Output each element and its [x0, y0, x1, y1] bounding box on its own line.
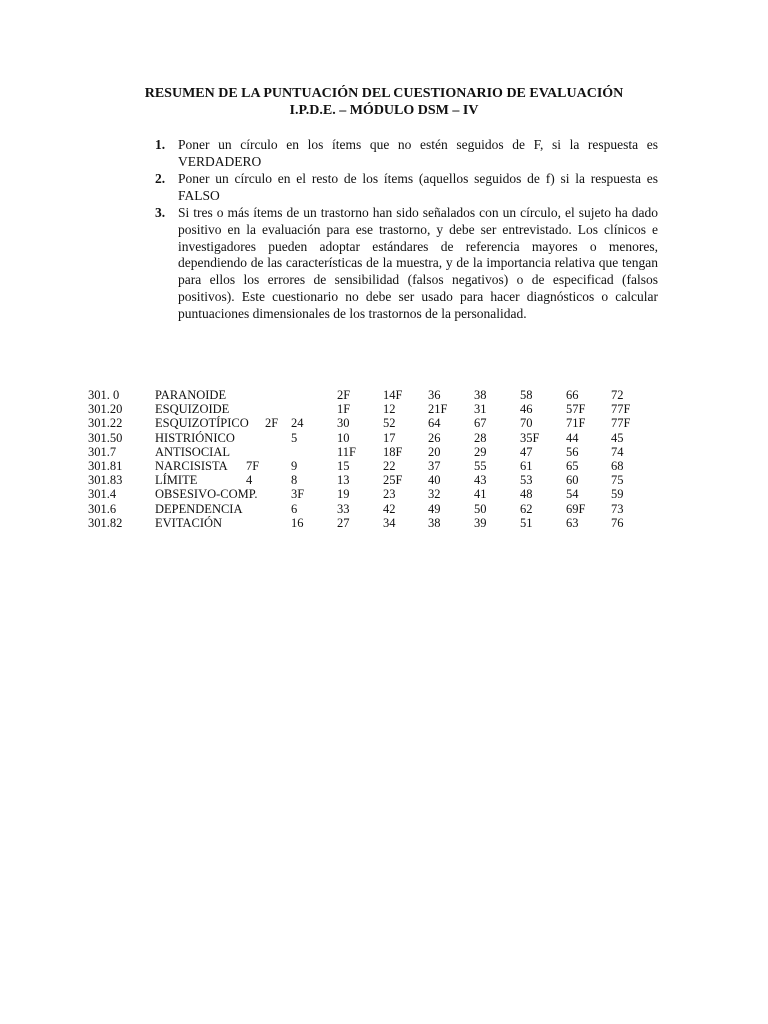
item-cell: 4: [246, 473, 253, 488]
item-cell: 50: [474, 501, 487, 516]
table-row: [0, 445, 768, 459]
item-cell: 14F: [383, 388, 403, 402]
item-cell: 29: [474, 444, 487, 459]
item-cell: 74: [611, 444, 624, 459]
item-cell: 61: [520, 458, 533, 473]
item-cell: 75: [611, 473, 624, 488]
item-cell: 69F: [566, 501, 586, 516]
table-row: [0, 388, 768, 402]
table-row: [0, 487, 768, 501]
row-code: 301.83: [88, 473, 123, 488]
item-cell: 54: [566, 487, 579, 502]
item-cell: 77F: [611, 402, 631, 417]
item-cell: 26: [428, 430, 441, 445]
item-cell: 42: [383, 501, 396, 516]
item-cell: 40: [428, 473, 441, 488]
disorder-name: DEPENDENCIA: [155, 501, 243, 516]
row-code: 301.50: [88, 430, 123, 445]
disorder-name: NARCISISTA: [155, 458, 228, 473]
item-cell: 36: [428, 388, 441, 402]
item-cell: 47: [520, 444, 533, 459]
disorder-name: ESQUIZOTÍPICO: [155, 416, 249, 431]
document-title-line2: I.P.D.E. – MÓDULO DSM – IV: [289, 103, 479, 118]
disorder-name: ESQUIZOIDE: [155, 402, 230, 417]
table-row: [0, 473, 768, 487]
item-cell: 52: [383, 416, 396, 431]
row-code: 301.4: [88, 487, 117, 502]
item-cell: 68: [611, 458, 624, 473]
item-cell: 49: [428, 501, 441, 516]
item-cell: 63: [566, 515, 579, 530]
table-row: [0, 431, 768, 445]
item-cell: 25F: [383, 473, 403, 488]
instruction-number: 3.: [155, 205, 166, 220]
disorder-name: PARANOIDE: [155, 388, 227, 402]
item-cell: 48: [520, 487, 533, 502]
item-cell: 9: [291, 458, 298, 473]
item-cell: 33: [337, 501, 350, 516]
document-title-line1: RESUMEN DE LA PUNTUACIÓN DEL CUESTIONARIO DE EVALUACIÓN: [144, 86, 624, 101]
item-cell: 7F: [246, 458, 260, 473]
instruction-text: Poner un círculo en los ítems que no estén seguidos de F, si la respuesta es VERDADERO: [178, 137, 658, 169]
row-code: 301.82: [88, 515, 123, 530]
item-cell: 43: [474, 473, 487, 488]
item-cell: 51: [520, 515, 533, 530]
item-cell: 46: [520, 402, 533, 417]
instruction-item: [155, 137, 658, 171]
table-row: [0, 459, 768, 473]
item-cell: 2F: [337, 388, 351, 402]
item-cell: 2F: [265, 416, 279, 431]
instruction-number: 2.: [155, 171, 166, 186]
row-code: 301. 0: [88, 388, 120, 402]
item-cell: 67: [474, 416, 487, 431]
item-cell: 60: [566, 473, 579, 488]
item-cell: 3F: [291, 487, 305, 502]
item-cell: 77F: [611, 416, 631, 431]
item-cell: 56: [566, 444, 579, 459]
score-table: [0, 388, 768, 530]
item-cell: 64: [428, 416, 441, 431]
item-cell: 44: [566, 430, 579, 445]
item-cell: 8: [291, 473, 298, 488]
disorder-name: OBSESIVO-COMP.: [155, 487, 258, 502]
row-code: 301.81: [88, 458, 123, 473]
item-cell: 16: [291, 515, 304, 530]
row-code: 301.7: [88, 444, 117, 459]
item-cell: 20: [428, 444, 441, 459]
item-cell: 22: [383, 458, 396, 473]
item-cell: 15: [337, 458, 350, 473]
item-cell: 35F: [520, 430, 540, 445]
instruction-text: Si tres o más ítems de un trastorno han sido señalados con un círculo, el sujeto ha dado positivo en la evaluación para ese trastorno, y debe ser entrevistado. Los clínicos e investigadores pueden adoptar estándares de referencia mayores o menores, dependiendo de las características de la muestra, y de la importancia relativa que tengan para ellos los errores de sensibilidad (falsos negativos) o de especificad (falsos positivos). Este cuestionario no debe ser usado para hacer diagnósticos o calcular puntuaciones dimensionales de los trastornos de la personalidad.: [178, 205, 658, 321]
item-cell: 23: [383, 487, 396, 502]
row-code: 301.6: [88, 501, 117, 516]
item-cell: 31: [474, 402, 487, 417]
item-cell: 58: [520, 388, 533, 402]
row-code: 301.22: [88, 416, 123, 431]
disorder-name: ANTISOCIAL: [155, 444, 230, 459]
item-cell: 76: [611, 515, 624, 530]
item-cell: 27: [337, 515, 350, 530]
item-cell: 65: [566, 458, 579, 473]
item-cell: 10: [337, 430, 350, 445]
item-cell: 45: [611, 430, 624, 445]
item-cell: 5: [291, 430, 298, 445]
item-cell: 19: [337, 487, 350, 502]
table-row: [0, 416, 768, 430]
item-cell: 72: [611, 388, 624, 402]
item-cell: 17: [383, 430, 396, 445]
item-cell: 34: [383, 515, 396, 530]
item-cell: 59: [611, 487, 624, 502]
item-cell: 37: [428, 458, 441, 473]
table-row: [0, 402, 768, 416]
item-cell: 11F: [337, 444, 356, 459]
item-cell: 32: [428, 487, 441, 502]
instruction-text: Poner un círculo en el resto de los ítems (aquellos seguidos de f) si la respuesta es FALSO: [178, 171, 658, 203]
item-cell: 71F: [566, 416, 586, 431]
item-cell: 1F: [337, 402, 351, 417]
item-cell: 24: [291, 416, 304, 431]
item-cell: 18F: [383, 444, 403, 459]
disorder-name: EVITACIÓN: [155, 515, 223, 530]
item-cell: 55: [474, 458, 487, 473]
item-cell: 62: [520, 501, 533, 516]
item-cell: 73: [611, 501, 624, 516]
item-cell: 57F: [566, 402, 586, 417]
item-cell: 39: [474, 515, 487, 530]
row-code: 301.20: [88, 402, 123, 417]
item-cell: 41: [474, 487, 487, 502]
item-cell: 70: [520, 416, 533, 431]
item-cell: 53: [520, 473, 533, 488]
table-row: [0, 502, 768, 516]
item-cell: 6: [291, 501, 298, 516]
disorder-name: LÍMITE: [155, 473, 198, 488]
table-row: [0, 516, 768, 530]
item-cell: 38: [474, 388, 487, 402]
item-cell: 12: [383, 402, 396, 417]
item-cell: 30: [337, 416, 350, 431]
instruction-item: [155, 205, 658, 323]
item-cell: 66: [566, 388, 579, 402]
item-cell: 13: [337, 473, 350, 488]
item-cell: 38: [428, 515, 441, 530]
instruction-item: [155, 171, 658, 205]
instruction-number: 1.: [155, 137, 166, 152]
item-cell: 28: [474, 430, 487, 445]
item-cell: 21F: [428, 402, 448, 417]
disorder-name: HISTRIÓNICO: [155, 430, 235, 445]
